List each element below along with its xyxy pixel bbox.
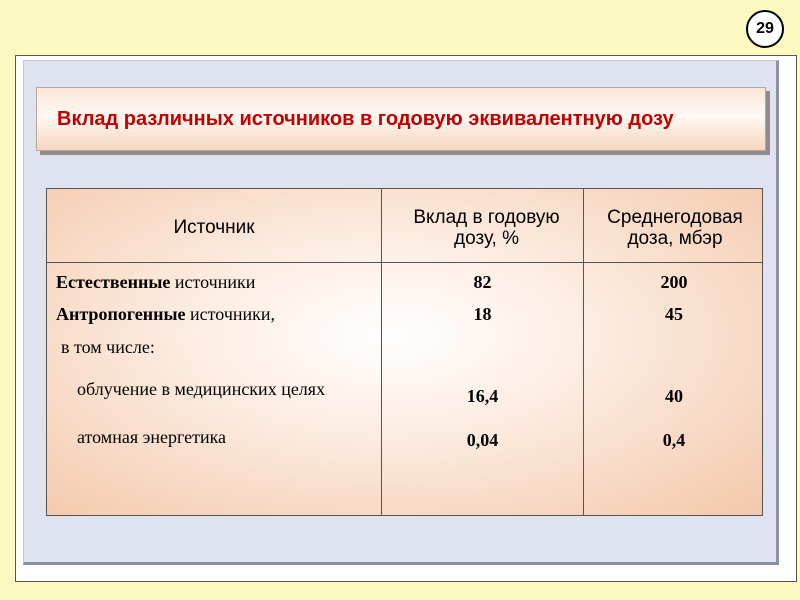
row-label-anthropogenic [56,305,275,323]
header-source: Источник [173,217,255,239]
value-dose: 45 [665,304,683,324]
row-label-rest: источники [170,272,256,292]
header-divider [47,262,762,263]
dose-table [46,188,763,516]
value-dose: 0,4 [662,430,686,450]
row-label-natural [56,273,255,291]
value-contribution: 82 [473,272,492,292]
row-label-rest: источники, [185,304,276,324]
value-contribution: 18 [473,304,492,324]
header-contribution: Вклад в годовую дозу, % [413,206,560,249]
value-contribution: 0,04 [466,430,499,450]
row-label-including: в том числе: [61,337,155,357]
value-contribution: 16,4 [466,386,499,406]
row-label-bold: Антропогенные [56,304,186,324]
row-label-nuclear: атомная энергетика [77,427,227,447]
row-label-medical: облучение в медицинских целях [77,379,326,399]
row-label-bold: Естественные [56,272,171,292]
value-dose: 40 [665,386,683,406]
slide-title: Вклад различных источников в годовую эквивалентную дозу [57,107,674,130]
value-dose: 200 [660,272,688,292]
header-dose: Среднегодовая доза, мбэр [607,206,743,249]
page-number: 29 [746,10,784,48]
title-box [36,87,766,151]
